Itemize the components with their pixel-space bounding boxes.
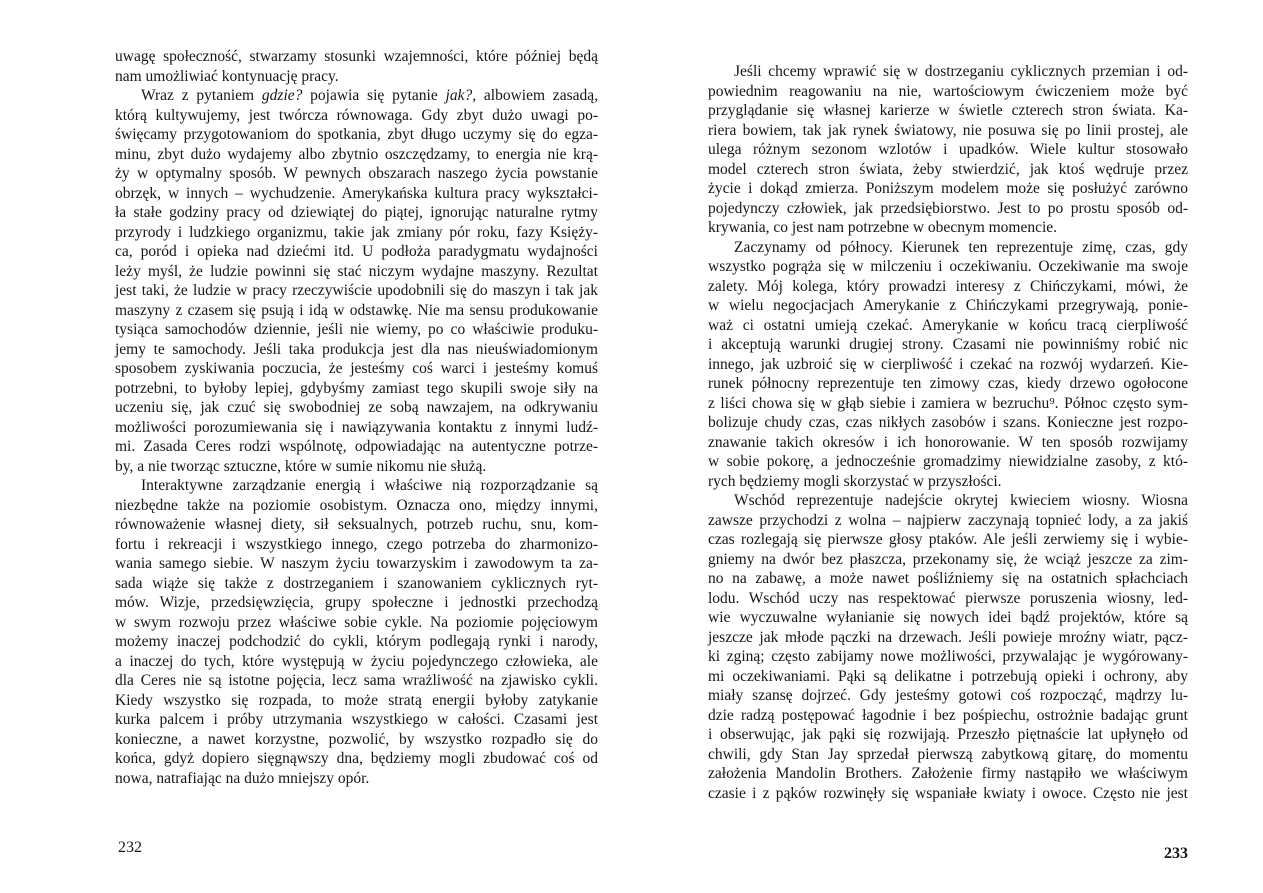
text-line: innego, jak uzbroić się w cierpliwość i czekać na rozwój wydarzeń. Kie- xyxy=(708,355,1188,373)
text-line: chwili, gdy Stan Jay sprzedał pierwszą zabytkową gitarę, do momentu xyxy=(708,745,1188,763)
page-number: 233 xyxy=(1164,845,1188,862)
text-line: jest taki, że ludzie w pracy rzeczywiście upodobnili się do maszyn i tak jak xyxy=(115,282,598,299)
text-line: możliwości porozumiewania się i nawiązywania kontaktu z innymi ludź- xyxy=(115,418,598,436)
text-line: model czterech stron świata, żeby stwierdzić, jak ktoś wędruje przez xyxy=(708,160,1188,178)
text-segment: Wraz z pytaniem xyxy=(141,87,262,104)
text-line: ca, poród i opieka nad dziećmi itd. U podłoża paradygmatu wydajności xyxy=(115,243,598,260)
text-line: zalety. Mój kolega, który prowadzi interesy z Chińczykami, mówi, że xyxy=(708,277,1188,295)
text-line: bolizuje chudy czas, czas nikłych zasobów i szans. Konieczne jest rozpo- xyxy=(708,414,1188,431)
text-line: w wielu negocjacjach Amerykanie z Chińczykami przegrywają, ponie- xyxy=(708,297,1188,314)
paragraph xyxy=(708,62,1188,238)
text-line: kurka palcem i próby utrzymania wszystkiego w całości. Czasami jest xyxy=(115,711,598,728)
text-line: ki zginą; często zabijamy nowe możliwości, przywalając je wygórowany- xyxy=(708,648,1188,665)
text-line: ży w optymalny sposób. W pewnych obszarach naszego życia powstanie xyxy=(115,165,598,182)
text-line: nam umożliwiać kontynuację pracy. xyxy=(115,67,339,85)
text-line: miały szansę dojrzeć. Gdy jesteśmy gotowi coś rozpocząć, mądrzy lu- xyxy=(708,687,1188,704)
text-line: lodu. Wschód uczy nas respektować pierwsze poruszenia wiosny, led- xyxy=(708,589,1188,607)
text-line: i obserwując, jak pąki się rozwijają. Przeszło piętnaście lat upłynęło od xyxy=(708,726,1188,743)
paragraph xyxy=(708,491,1188,803)
right-text-column xyxy=(708,62,1188,803)
text-line: minu, zbyt dużo wydajemy albo zbytnio oszczędzamy, to energia nie krą- xyxy=(115,145,598,163)
left-text-column xyxy=(115,47,598,788)
text-line: fortu i rekreacji i wszystkiego innego, czego potrzeba do zharmonizo- xyxy=(115,535,598,553)
text-line: Wschód reprezentuje nadejście okrytej kwieciem wiosny. Wiosna xyxy=(734,492,1188,509)
text-line: mi oczekiwaniami. Pąki są delikatne i potrzebują opieki i ochrony, aby xyxy=(708,667,1188,685)
paragraph xyxy=(115,86,598,476)
text-line: rych będziemy mogli skorzystać w przyszłości. xyxy=(708,472,1002,490)
text-line: i akceptują warunki drugiej strony. Czasami nie powinniśmy robić nic xyxy=(708,336,1188,353)
text-line: Kiedy wszystko się rozpada, to może stratą energii byłoby zatykanie xyxy=(115,691,598,709)
text-line: potrzebni, to byłoby lepiej, gdybyśmy zamiast tego skupili swoje siły na xyxy=(115,379,598,397)
text-line: którą kultywujemy, jest twórcza równowaga. Gdy zbyt dużo uwagi po- xyxy=(115,106,598,124)
text-line xyxy=(115,86,598,106)
text-line: mów. Wizje, przedsięwzięcia, grupy społeczne i jednostki przechodzą xyxy=(115,594,598,611)
paragraph xyxy=(115,476,598,788)
text-segment: pojawia się pytanie xyxy=(302,87,446,104)
text-line: wie wyczuwalne wyłanianie się nowych idei bądź projektów, które są xyxy=(708,609,1188,626)
text-line: runek północny reprezentuje ten zimowy czas, kiedy drzewo ogołocone xyxy=(708,375,1188,392)
text-line: możemy inaczej podchodzić do cykli, którym podlegają rynki i narody, xyxy=(115,633,598,650)
text-line: jemy te samochody. Jeśli taka produkcja jest dla nas nieuświadomionym xyxy=(115,340,598,358)
text-line: nowa, natrafiając na dużo mniejszy opór. xyxy=(115,769,370,787)
text-line: Zaczynamy od północy. Kierunek ten reprezentuje zimę, czas, gdy xyxy=(734,238,1188,256)
text-line: ła stałe godziny pracy od dziewiątej do piątej, ignorując naturalne rytmy xyxy=(115,204,598,221)
text-line: przyglądanie się własnej karierze w świetle czterech stron świata. Ka- xyxy=(708,102,1188,119)
paragraph xyxy=(708,238,1188,492)
text-line: równoważenie własnej diety, sił seksualnych, potrzeb ruchu, snu, kom- xyxy=(115,516,598,533)
text-line: jeszcze jak młode pączki na drzewach. Jeśli powieje mroźny wiatr, pącz- xyxy=(708,628,1188,646)
italic-word: gdzie? xyxy=(261,87,303,104)
text-line: końca, gdyż dopiero sięgnąwszy dna, będziemy mogli zbudować coś od xyxy=(115,750,598,767)
text-line: sposobem zyskiwania poczucia, że jesteśmy coś warci i jesteśmy komuś xyxy=(115,360,598,377)
text-line: konieczne, a nawet korzystne, pozwolić, by wszystko rozpadło się do xyxy=(115,730,598,748)
text-line: riera bowiem, tak jak rynek światowy, nie posuwa się po linii prostej, ale xyxy=(708,121,1188,139)
text-line: niezbędne także na poziomie osobistym. Oznacza ono, między innymi, xyxy=(115,496,598,514)
text-line: gniemy na dwór bez płaszcza, przekonamy się, że wciąż jeszcze za zim- xyxy=(708,550,1188,568)
italic-word: jak? xyxy=(445,87,473,104)
text-line: sada wiąże się także z dostrzeganiem i szanowaniem cyklicznych ryt- xyxy=(115,574,598,592)
text-segment: , albowiem zasadą, xyxy=(472,87,598,104)
text-line: Interaktywne zarządzanie energią i właściwe nią rozporządzanie są xyxy=(141,477,598,494)
text-line: zawsze przychodzi z wolna – najpierw zaczynają topnieć lody, a za jakiś xyxy=(708,511,1188,529)
text-line: by, a nie tworząc sztuczne, które w sumie nikomu nie służą. xyxy=(115,457,487,475)
right-page xyxy=(632,0,1263,893)
text-line: leży myśl, że ludzie powinni się stać niczym wydajne maszyny. Rezultat xyxy=(115,262,598,280)
text-line: założenia Mandolin Brothers. Założenie firmy nastąpiło we właściwym xyxy=(708,765,1188,782)
text-line: maszyny z czasem się psują i idą w odstawkę. Nie ma sensu produkowanie xyxy=(115,301,598,319)
page-number: 232 xyxy=(118,839,142,856)
text-line: wania samego siebie. W naszym życiu towarzyskim i zawodowym ta za- xyxy=(115,555,598,572)
text-line: w swym rozwoju przez właściwe sobie cykle. Na poziomie pojęciowym xyxy=(115,613,598,631)
text-line: tysiąca samochodów dziennie, jeśli nie wiemy, po co właściwie produku- xyxy=(115,321,598,338)
text-line: przyrody i ludzkiego organizmu, takie jak zmiany pór roku, fazy Księży- xyxy=(115,223,598,241)
text-line: krywania, co jest nam potrzebne w obecnym momencie. xyxy=(708,219,1058,236)
text-line: wszystko pogrąża się w milczeniu i oczekiwaniu. Oczekiwanie ma swoje xyxy=(708,258,1188,275)
paragraph xyxy=(115,47,598,86)
text-line: uczeniu się, jak czuć się swobodniej ze sobą nawzajem, na odkrywaniu xyxy=(115,399,598,416)
text-line: życie i dokąd zmierza. Poniższym modelem może się posłużyć zarówno xyxy=(708,180,1188,197)
text-line: dzie radzą postępować łagodnie i bez pośpiechu, ostrożnie badając grunt xyxy=(708,706,1188,724)
text-line: czas rozlegają się pierwsze głosy ptaków. Ale jeśli zerwiemy się i wybie- xyxy=(708,531,1188,548)
text-line: znawanie takich okresów i ich honorowanie. W ten sposób rozwijamy xyxy=(708,433,1188,451)
text-line: uwagę społeczność, stwarzamy stosunki wzajemności, które później będą xyxy=(115,48,598,65)
text-line: dla Ceres nie są istotne pojęcia, lecz sama wrażliwość na zjawisko cykli. xyxy=(115,672,598,689)
text-line: ulega różnym sezonom wzlotów i upadków. Wiele kultur stosowało xyxy=(708,141,1188,158)
text-line: obrzęk, w innych – wychudzenie. Amerykańska kultura pracy wykształci- xyxy=(115,184,598,202)
text-line: w sobie pokorę, a jednocześnie gromadzimy niewidzialne zasoby, z któ- xyxy=(708,453,1188,470)
text-line: waż ci ostatni umieją czekać. Amerykanie w końcu tracą cierpliwość xyxy=(708,316,1188,334)
text-line: mi. Zasada Ceres rodzi wspólnotę, odpowiadając na autentyczne potrze- xyxy=(115,438,598,455)
text-line: Jeśli chcemy wprawić się w dostrzeganiu cyklicznych przemian i od- xyxy=(734,63,1188,80)
text-line: a inaczej do tych, które występują w życiu pojedynczego człowieka, ale xyxy=(115,652,598,670)
text-line: z liści chowa się w głąb siebie i zamiera w bezruchu⁹. Północ często sym- xyxy=(708,394,1188,412)
text-line: powiednim reagowaniu na nie, wartościowym ćwiczeniem może być xyxy=(708,82,1188,100)
text-line: czasie i z pąków rozwinęły się wspaniałe kwiaty i owoce. Często nie jest xyxy=(708,784,1188,802)
text-line: no na zabawę, a może nawet pośliźniemy się na ostatnich spłachciach xyxy=(708,570,1188,587)
text-line: pojedynczy człowiek, jak przedsiębiorstwo. Jest to po prostu sposób od- xyxy=(708,199,1188,217)
text-line: święcamy przygotowaniom do spotkania, zbyt długo uczymy się do egza- xyxy=(115,126,598,143)
